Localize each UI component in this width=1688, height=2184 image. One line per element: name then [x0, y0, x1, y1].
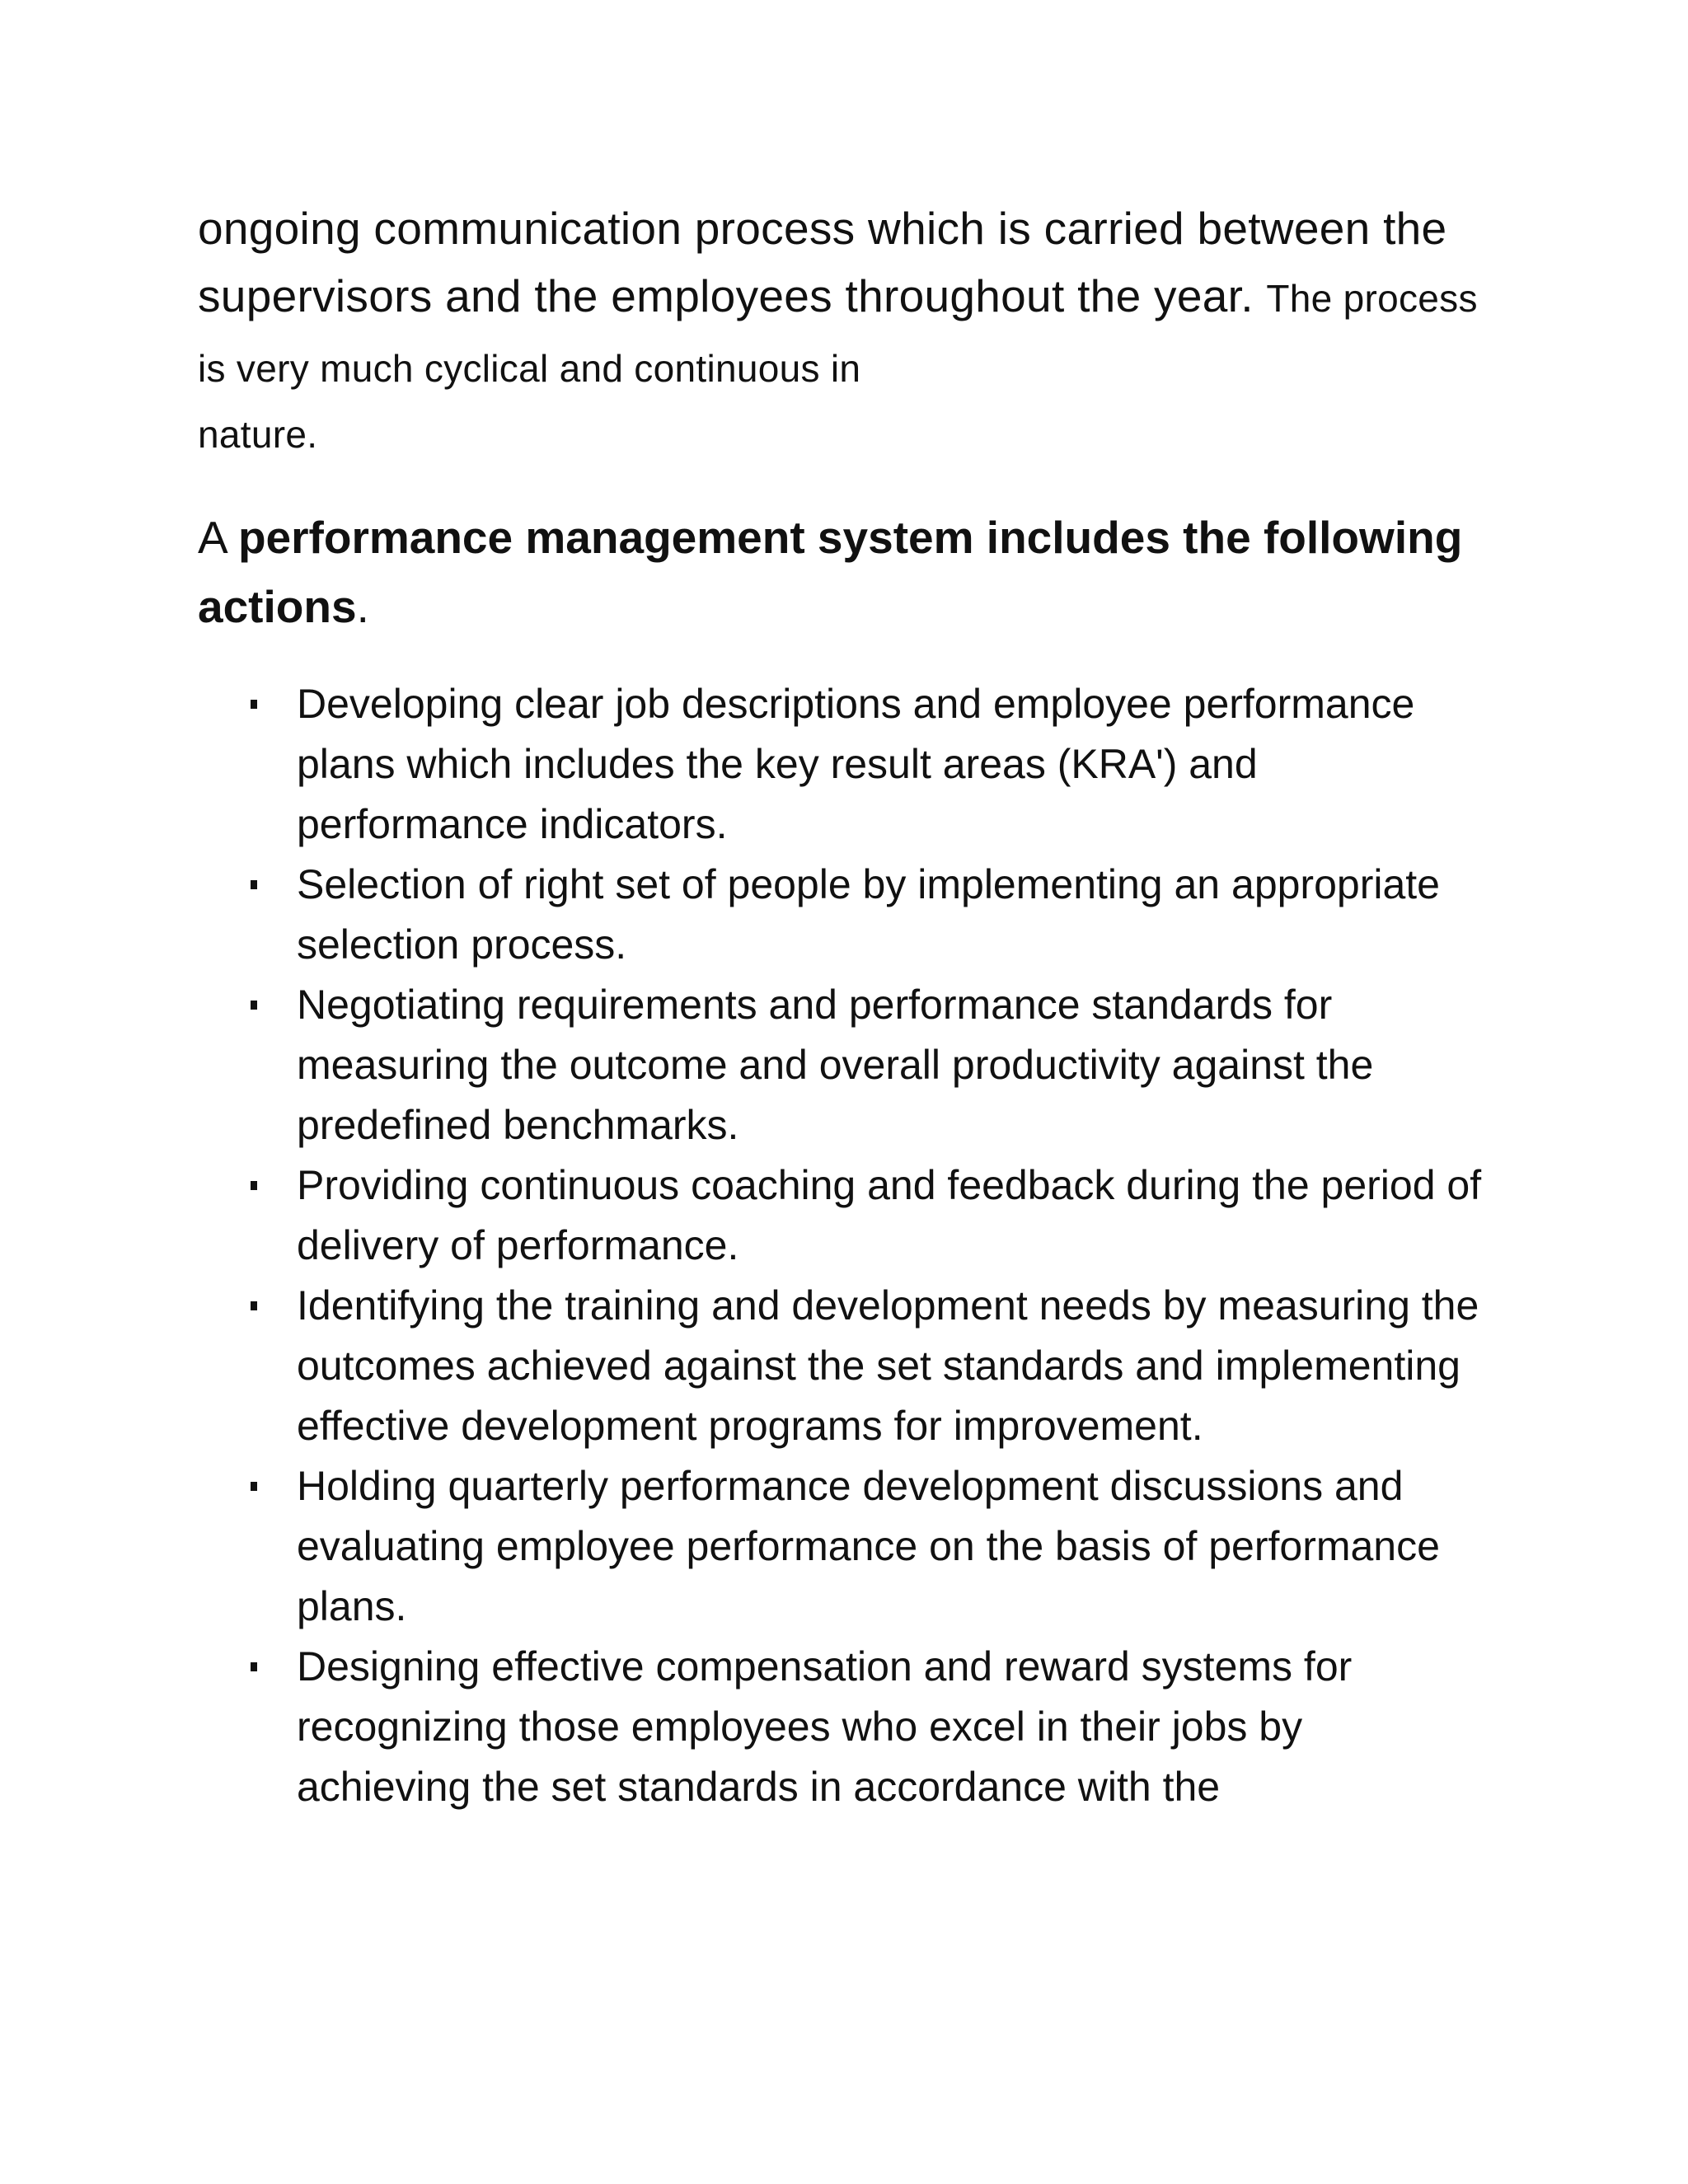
list-item-text: Providing continuous coaching and feedback during the period of delivery of performance.	[297, 1162, 1482, 1268]
bullet-icon	[251, 1301, 257, 1310]
intro-tail-text: nature.	[198, 413, 318, 456]
list-item	[198, 975, 1484, 1155]
heading-suffix: .	[356, 581, 369, 632]
heading-bold-text: performance management system includes the following actions	[198, 512, 1463, 632]
list-item	[198, 1456, 1484, 1637]
bullet-icon	[251, 1482, 257, 1491]
bullet-icon	[251, 1662, 257, 1671]
list-item-text: Developing clear job descriptions and employee performance plans which includes the key result areas (KRA') and performance indicators.	[297, 681, 1415, 847]
document-page	[198, 194, 1484, 1817]
bullet-icon	[251, 1001, 257, 1010]
list-item	[198, 1637, 1484, 1817]
list-item	[198, 855, 1484, 975]
list-item-text: Identifying the training and development needs by measuring the outcomes achieved against the set standards and implementing effective development programs for improvement.	[297, 1282, 1479, 1449]
bullet-icon	[251, 880, 257, 889]
section-heading	[198, 503, 1484, 641]
actions-list	[198, 674, 1484, 1817]
list-item-text: Holding quarterly performance development discussions and evaluating employee performance on the basis of performance plans.	[297, 1463, 1440, 1629]
bullet-icon	[251, 700, 257, 709]
list-item-text: Negotiating requirements and performance standards for measuring the outcome and overall productivity against the predefined benchmarks.	[297, 982, 1374, 1148]
intro-paragraph	[198, 194, 1484, 466]
list-item-text: Designing effective compensation and reward systems for recognizing those employees who excel in their jobs by achieving the set standards in accordance with the	[297, 1643, 1353, 1810]
heading-prefix: A	[198, 512, 238, 563]
list-item-text: Selection of right set of people by implementing an appropriate selection process.	[297, 861, 1440, 968]
list-item	[198, 674, 1484, 855]
list-item	[198, 1276, 1484, 1456]
list-item	[198, 1155, 1484, 1276]
intro-small-text: The process is very much cyclical and continuous in	[198, 277, 1478, 390]
intro-large-text: ongoing communication process which is carried between the supervisors and the employees throughout the year.	[198, 203, 1447, 321]
bullet-icon	[251, 1181, 257, 1190]
